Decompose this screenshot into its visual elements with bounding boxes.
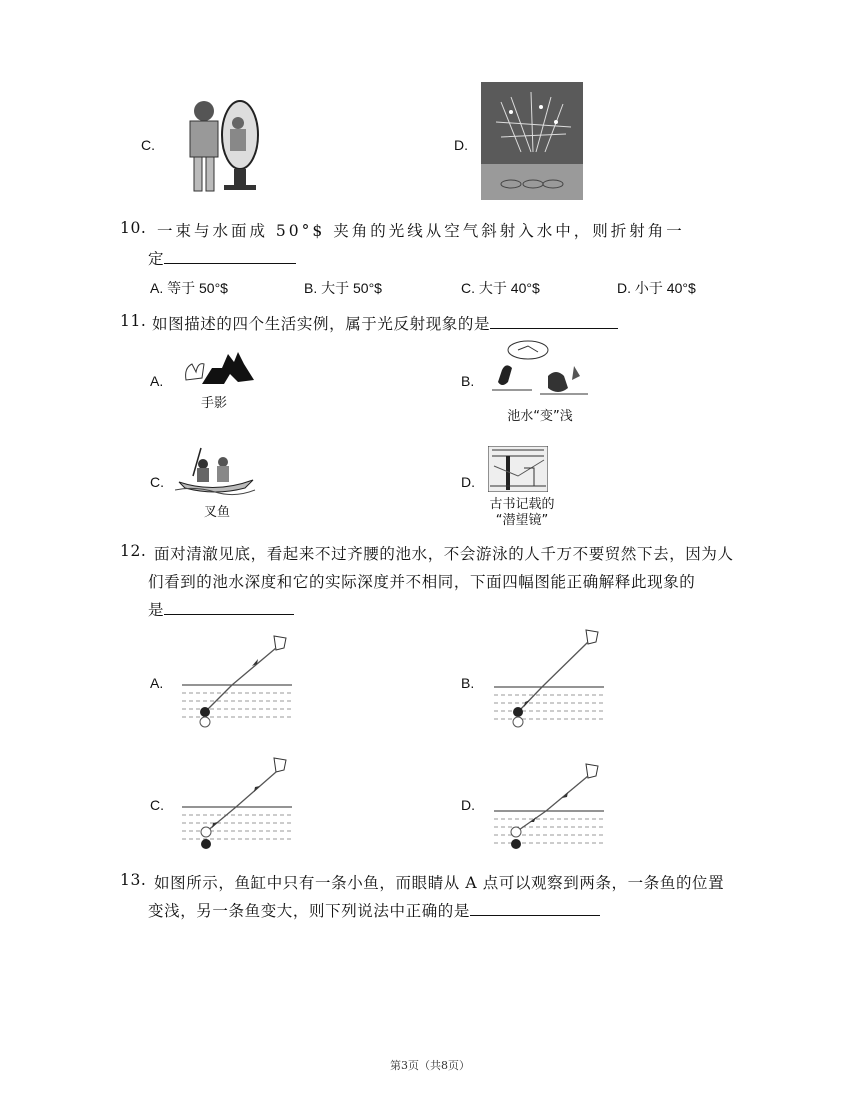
q13-text-line1: 如图所示，鱼缸中只有一条小鱼，而眼睛从 A 点可以观察到两条，一条鱼的位置	[154, 874, 725, 892]
q11-answer-blank[interactable]	[490, 314, 618, 329]
q12-option-c-label: C.	[150, 797, 164, 813]
q11-option-c-label: C.	[150, 474, 164, 490]
q11-option-b-label: B.	[461, 373, 475, 389]
q13-number: 13.	[120, 871, 147, 889]
q10-text-line2: 定	[148, 247, 296, 269]
q12-option-a-label: A.	[150, 675, 164, 691]
q11-option-d-caption-2: “潜望镜”	[495, 513, 549, 528]
q10-option-b: B. 大于 50°$	[304, 280, 382, 296]
q10-option-a: A. 等于 50°$	[150, 280, 228, 296]
pool-shallow-image	[488, 340, 592, 402]
q11-option-a-caption: 手影	[200, 396, 227, 411]
hand-shadow-image	[178, 350, 256, 390]
q10-number: 10.	[120, 219, 147, 237]
q12-text-line1: 面对清澈见底，看起来不过齐腰的池水，不会游泳的人千万不要贸然下去，因为人	[154, 545, 734, 563]
q11-text: 如图描述的四个生活实例，属于光反射现象的是	[152, 312, 618, 334]
q11-option-d-label: D.	[461, 474, 475, 490]
q12-option-b-label: B.	[461, 675, 475, 691]
q11-option-d-caption-1: 古书记载的	[489, 497, 555, 512]
q10-text-line1: 一束与水面成 50°$ 夹角的光线从空气斜射入水中，则折射角一	[157, 222, 685, 240]
q10-option-d: D. 小于 40°$	[617, 280, 696, 296]
q11-option-a-label: A.	[150, 373, 164, 389]
night-lights-reflection-image	[481, 82, 583, 200]
ancient-periscope-image	[488, 446, 548, 492]
q12-text-line2: 们看到的池水深度和它的实际深度并不相同，下面四幅图能正确解释此现象的	[148, 573, 696, 591]
q13-answer-blank[interactable]	[470, 901, 600, 916]
q12-answer-blank[interactable]	[164, 600, 294, 615]
q11-number: 11.	[120, 312, 147, 330]
q10-option-c: C. 大于 40°$	[461, 280, 540, 296]
q11-option-c-caption: 叉鱼	[203, 505, 230, 520]
q13-text-line2: 变浅，另一条鱼变大，则下列说法中正确的是	[148, 899, 600, 921]
q9-option-d-label: D.	[454, 137, 468, 153]
refraction-diagram-b	[490, 626, 610, 728]
q12-text-line3: 是	[148, 598, 294, 620]
q10-answer-blank[interactable]	[164, 249, 296, 264]
q11-option-b-caption: 池水“变”浅	[507, 409, 573, 424]
spear-fishing-image	[175, 446, 257, 496]
refraction-diagram-d	[490, 752, 610, 854]
page-footer: 第3页（共8页）	[390, 1059, 470, 1072]
mirror-person-image	[184, 93, 264, 197]
q12-number: 12.	[120, 542, 147, 560]
q9-option-c-label: C.	[141, 137, 155, 153]
refraction-diagram-a	[178, 626, 298, 728]
q12-option-d-label: D.	[461, 797, 475, 813]
refraction-diagram-c	[178, 752, 298, 854]
